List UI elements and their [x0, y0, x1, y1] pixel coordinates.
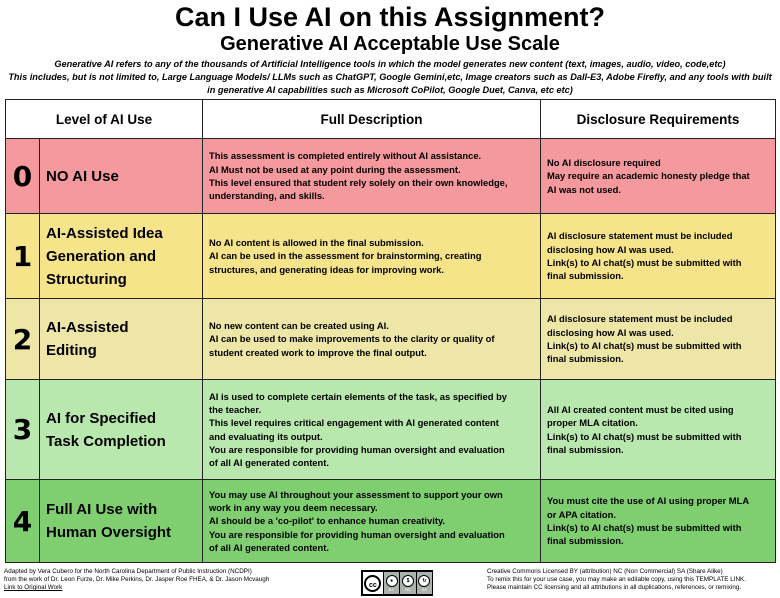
full-description-line: You may use AI throughout your assessment to support your own — [209, 488, 503, 500]
level-name-line: Human Oversight — [46, 524, 172, 541]
disclosure-requirements-line: Link(s) to AI chat(s) must be submitted with — [547, 430, 742, 442]
disclosure-requirements-line: AI was not used. — [547, 183, 621, 195]
footer-license — [487, 568, 777, 593]
disclosure-requirements-line: proper MLA citation. — [547, 417, 638, 429]
page-subtitle: Generative AI Acceptable Use Scale — [220, 33, 560, 55]
level-name — [40, 480, 203, 563]
full-description-line: This level requires critical engagement with AI generated content — [209, 417, 499, 429]
cc-sa-segment — [417, 572, 432, 594]
full-description — [203, 139, 541, 214]
level-name — [40, 214, 203, 299]
intro-line: Generative AI refers to any of the thousands of Artificial Intelligence tools in which the model generates new content (text, images, audio, video, code,etc) — [54, 59, 726, 69]
disclosure-requirements-line: Link(s) to AI chat(s) must be submitted with — [547, 522, 742, 533]
full-description — [203, 299, 541, 380]
cc-nc-label: NC — [405, 586, 411, 592]
header-disclosure: Disclosure Requirements — [541, 100, 776, 139]
header-level: Level of AI Use — [6, 100, 203, 139]
disclosure-requirements-line: Link(s) to AI chat(s) must be submitted with — [547, 257, 742, 268]
full-description-line: work in any way you deem necessary. — [209, 502, 378, 514]
level-number: 4 — [6, 480, 40, 563]
full-description-line: and evaluating its output. — [209, 430, 323, 442]
full-description-line: You are responsible for providing human oversight and evaluation — [209, 528, 505, 540]
level-number: 2 — [6, 299, 40, 380]
full-description — [203, 480, 541, 563]
full-description-line: You are responsible for providing human oversight and evaluation — [209, 443, 505, 455]
disclosure-requirements-line: disclosing how AI was used. — [547, 243, 674, 255]
footer-attribution — [4, 568, 334, 593]
disclosure-requirements-line: All AI created content must be cited using — [547, 403, 734, 415]
footer-left-line: from the work of Dr. Leon Furze, Dr. Mike Perkins, Dr. Jasper Roe FHEA, & Dr. Jason Mcvaugh — [4, 576, 270, 584]
footer-right-line: Please maintain CC licensing and all attributions in all duplications, references, or remixing. — [487, 584, 742, 592]
level-number: 1 — [6, 214, 40, 299]
full-description-line: structures, and generating ideas for improving work. — [209, 263, 444, 275]
table-row — [6, 480, 776, 563]
full-description-line: AI can be used in the assessment for brainstorming, creating — [209, 250, 482, 262]
no-dollar-icon: $ — [402, 575, 414, 587]
level-name-line: Structuring — [46, 270, 127, 288]
full-description-line: student created work to improve the final output. — [209, 346, 427, 358]
disclosure-requirements-line: final submission. — [547, 353, 624, 365]
level-name-line: Generation and — [46, 247, 157, 265]
footer-left-line: Adapted by Vera Cubero for the North Carolina Department of Public Instruction (NCDPI) — [4, 568, 252, 575]
cc-by-segment — [384, 572, 399, 594]
disclosure-requirements — [541, 380, 776, 480]
footer-right-line: Creative Commons Licensed BY (attribution) NC (Non Commercial) SA (Share Alike) — [487, 568, 723, 575]
disclosure-requirements-line: No AI disclosure required — [547, 157, 661, 169]
disclosure-requirements — [541, 139, 776, 214]
cc-by-label: BY — [388, 586, 395, 592]
disclosure-requirements-line: AI disclosure statement must be included — [547, 230, 733, 242]
disclosure-requirements-line: disclosing how AI was used. — [547, 326, 674, 338]
cc-icon: cc — [364, 575, 381, 592]
disclosure-requirements-line: final submission. — [547, 270, 624, 282]
table-row — [6, 380, 776, 480]
full-description-line: This level ensured that student rely solely on their own knowledge, — [209, 177, 508, 188]
full-description-line: This assessment is completed entirely without AI assistance. — [209, 150, 482, 162]
full-description-line: AI Must not be used at any point during the assessment. — [209, 163, 461, 175]
ai-use-scale-table — [5, 99, 776, 563]
full-description — [203, 380, 541, 480]
person-icon: ● — [386, 575, 398, 587]
disclosure-requirements-line: Link(s) to AI chat(s) must be submitted with — [547, 340, 742, 351]
full-description-line: the teacher. — [209, 403, 262, 415]
level-number: 3 — [6, 380, 40, 480]
full-description-line: of all AI generated content. — [209, 541, 329, 553]
table-row — [6, 214, 776, 299]
level-name-line: AI-Assisted — [46, 319, 129, 336]
level-name — [40, 299, 203, 380]
table-row — [6, 299, 776, 380]
footer-right-line: To remix this for your use case, you may make an editable copy, using this TEMPLATE LINK. — [487, 576, 746, 584]
full-description-line: No new content can be created using AI. — [209, 320, 389, 332]
original-work-link[interactable]: Link to Original Work — [4, 584, 63, 592]
full-description — [203, 214, 541, 299]
share-alike-icon: ↻ — [418, 575, 430, 587]
cc-main — [363, 572, 383, 594]
full-description-line: of all AI generated content. — [209, 457, 329, 469]
disclosure-requirements — [541, 214, 776, 299]
full-description-line: AI is used to complete certain elements of the task, as specified by — [209, 390, 508, 402]
intro-text — [0, 58, 780, 97]
level-name — [40, 380, 203, 480]
level-name — [40, 139, 203, 214]
disclosure-requirements-line: May require an academic honesty pledge that — [547, 170, 750, 182]
level-name-line: AI-Assisted Idea — [46, 224, 163, 242]
disclosure-requirements — [541, 480, 776, 563]
full-description-line: understanding, and skills. — [209, 190, 325, 202]
intro-line: in generative AI capabilities such as Microsoft CoPilot, Google Duet, Canva, etc etc) — [207, 85, 573, 95]
level-name-line: Full AI Use with — [46, 501, 158, 518]
cc-license-badge — [361, 570, 433, 596]
table-row — [6, 139, 776, 214]
full-description-line: AI should be a 'co-pilot' to enhance human creativity. — [209, 515, 446, 527]
full-description-line: No AI content is allowed in the final submission. — [209, 237, 424, 249]
full-description-line: AI can be used to make improvements to the clarity or quality of — [209, 333, 495, 345]
disclosure-requirements-line: AI disclosure statement must be included — [547, 313, 733, 325]
disclosure-requirements — [541, 299, 776, 380]
level-name-line: NO AI Use — [46, 167, 119, 185]
disclosure-requirements-line: You must cite the use of AI using proper MLA — [547, 495, 750, 507]
cc-sa-label: SA — [421, 586, 427, 592]
level-name-line: Task Completion — [46, 432, 166, 450]
level-number: 0 — [6, 139, 40, 214]
disclosure-requirements-line: final submission. — [547, 443, 624, 455]
page-title: Can I Use AI on this Assignment? — [174, 2, 606, 32]
level-name-line: Editing — [46, 342, 97, 359]
intro-line: This includes, but is not limited to, Large Language Models/ LLMs such as ChatGPT, Google Gemini,etc, Image creators such as Dall-E3, Adobe Firefly, and any tools with built — [8, 72, 772, 82]
level-name-line: AI for Specified — [46, 409, 157, 427]
disclosure-requirements-line: or APA citation. — [547, 508, 616, 520]
disclosure-requirements-line: final submission. — [547, 535, 624, 547]
header-description: Full Description — [203, 100, 541, 139]
cc-nc-segment — [400, 572, 415, 594]
table-header-row — [6, 100, 776, 139]
